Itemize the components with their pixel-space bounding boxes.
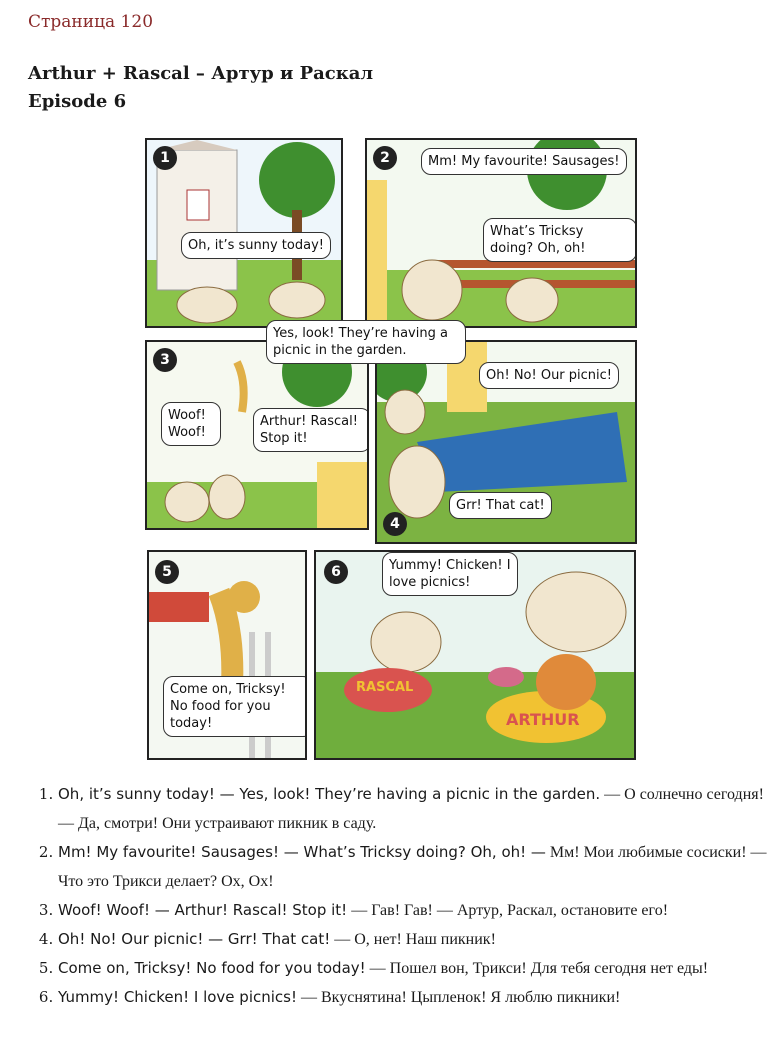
russian-text: — Вкуснятина! Цыпленок! Я люблю пикники! bbox=[297, 989, 621, 1006]
russian-text: Мм! Мои любимые сосиски! — Что это Трикси делает? Ох, Ох! bbox=[58, 844, 767, 890]
speech-bubble: Come on, Tricksy! No food for you today! bbox=[163, 676, 307, 737]
speech-bubble: Yummy! Chicken! I love picnics! bbox=[382, 552, 518, 596]
title-line-1: Arthur + Rascal – Артур и Раскал bbox=[28, 63, 374, 84]
panel-5 bbox=[147, 550, 307, 760]
english-text: Oh! No! Our picnic! — Grr! That cat! bbox=[58, 930, 331, 948]
list-item bbox=[58, 954, 778, 983]
english-text: Mm! My favourite! Sausages! — What’s Tricksy doing? Oh, oh! — bbox=[58, 843, 546, 861]
list-item bbox=[58, 780, 778, 838]
panel-number: 5 bbox=[155, 560, 179, 584]
panel-4 bbox=[375, 340, 637, 544]
speech-bubble: Oh! No! Our picnic! bbox=[479, 362, 619, 389]
page-number: Страница 120 bbox=[28, 12, 154, 32]
episode-title bbox=[28, 60, 373, 116]
panel-3 bbox=[145, 340, 369, 530]
speech-bubble-top: Yes, look! They’re having a picnic in the garden. bbox=[266, 320, 466, 364]
list-item bbox=[58, 838, 778, 896]
panel-number: 6 bbox=[324, 560, 348, 584]
title-line-2: Episode 6 bbox=[28, 91, 127, 112]
bowl-label-rascal: RASCAL bbox=[356, 680, 414, 695]
speech-bubble: What’s Tricksy doing? Oh, oh! bbox=[483, 218, 637, 262]
english-text: Oh, it’s sunny today! — Yes, look! They’re having a picnic in the garden. bbox=[58, 785, 601, 803]
panel-2 bbox=[365, 138, 637, 328]
panel-number: 3 bbox=[153, 348, 177, 372]
speech-bubble: Arthur! Rascal! Stop it! bbox=[253, 408, 369, 452]
speech-bubble: Grr! That cat! bbox=[449, 492, 552, 519]
comic-strip bbox=[140, 130, 640, 760]
russian-text: — О солнечно сегодня! — Да, смотри! Они устраивают пикник в саду. bbox=[58, 786, 764, 832]
speech-bubble: Woof! Woof! bbox=[161, 402, 221, 446]
russian-text: — Гав! Гав! — Артур, Раскал, остановите его! bbox=[347, 902, 669, 919]
panel-number: 1 bbox=[153, 146, 177, 170]
list-item bbox=[58, 925, 778, 954]
speech-bubble: Oh, it’s sunny today! bbox=[181, 232, 331, 259]
english-text: Come on, Tricksy! No food for you today! bbox=[58, 959, 366, 977]
panel-1 bbox=[145, 138, 343, 328]
english-text: Yummy! Chicken! I love picnics! bbox=[58, 988, 297, 1006]
russian-text: — О, нет! Наш пикник! bbox=[330, 931, 496, 948]
bowl-label-arthur: ARTHUR bbox=[506, 710, 580, 729]
list-item bbox=[58, 983, 778, 1012]
panel-number: 2 bbox=[373, 146, 397, 170]
panel-6 bbox=[314, 550, 636, 760]
list-item bbox=[58, 896, 778, 925]
russian-text: — Пошел вон, Трикси! Для тебя сегодня нет еды! bbox=[365, 960, 709, 977]
speech-bubble: Mm! My favourite! Sausages! bbox=[421, 148, 627, 175]
translation-list bbox=[36, 780, 778, 1012]
panel-number: 4 bbox=[383, 512, 407, 536]
english-text: Woof! Woof! — Arthur! Rascal! Stop it! bbox=[58, 901, 348, 919]
